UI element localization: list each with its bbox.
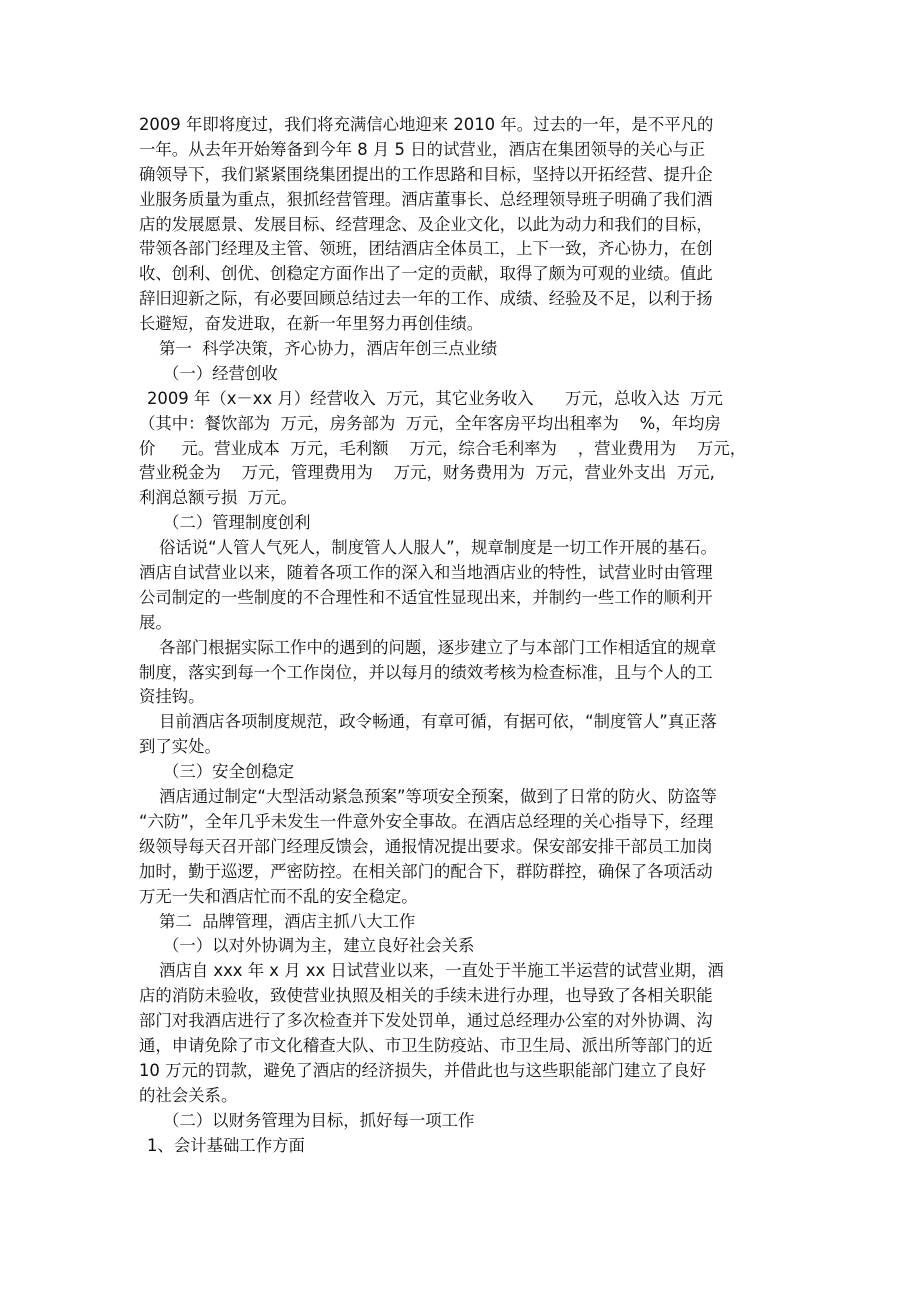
- text-line: “六防”，全年几乎未发生一件意外安全事故。在酒店总经理的关心指导下，经理: [139, 811, 714, 831]
- text-line: 目前酒店各项制度规范，政令畅通，有章可循，有据可依，“制度管人”真正落: [159, 712, 717, 732]
- text-line: 带领各部门经理及主管、领班，团结酒店全体员工，上下一致，齐心协力，在创: [139, 239, 713, 259]
- text-line: 收、创利、创优、创稳定方面作出了一定的贡献，取得了颇为可观的业绩。值此: [139, 264, 713, 284]
- text-line: 一年。从去年开始筹备到今年 8 月 5 日的试营业，酒店在集团领导的关心与正: [139, 139, 706, 159]
- text-line: （其中：餐饮部为 万元，房务部为 万元，全年客房平均出租率为 %，年均房: [139, 413, 721, 433]
- text-line: 1、会计基础工作方面: [147, 1135, 305, 1155]
- text-line: 业服务质量为重点，狠抓经营管理。酒店董事长、总经理领导班子明确了我们酒: [139, 189, 713, 209]
- text-line: 到了实处。: [139, 737, 221, 757]
- text-line: 资挂钩。: [139, 687, 205, 707]
- text-line: 部门对我酒店进行了多次检查并下发处罚单，通过总经理办公室的对外协调、沟: [139, 1011, 713, 1031]
- text-line: 酒店自试营业以来，随着各项工作的深入和当地酒店业的特性，试营业时由管理: [139, 563, 713, 583]
- document-body: [139, 113, 799, 1158]
- text-line: 公司制定的一些制度的不合理性和不适宜性显现出来，并制约一些工作的顺利开: [139, 587, 713, 607]
- text-line: 营业税金为 万元，管理费用为 万元，财务费用为 万元，营业外支出 万元,: [139, 463, 715, 483]
- text-line: 通，申请免除了市文化稽查大队、市卫生防疫站、市卫生局、派出所等部门的近: [139, 1035, 713, 1055]
- text-line: 利润总额亏损 万元。: [139, 488, 297, 508]
- text-line: （一）以对外协调为主，建立良好社会关系: [163, 936, 475, 956]
- text-line: 万无一失和酒店忙而不乱的安全稳定。: [139, 886, 418, 906]
- text-line: （一）经营创收: [163, 363, 278, 383]
- text-line: （二）管理制度创利: [163, 513, 311, 533]
- text-line: 第二 品牌管理，酒店主抓八大工作: [159, 911, 416, 931]
- text-line: 店的消防未验收，致使营业执照及相关的手续未进行办理，也导致了各相关职能: [139, 986, 713, 1006]
- text-line: 2009 年（x－xx 月）经营收入 万元，其它业务收入 万元，总收入达 万元: [147, 388, 723, 408]
- text-line: 级领导每天召开部门经理反馈会，通报情况提出要求。保安部安排干部员工加岗: [139, 836, 713, 856]
- text-line: 2009 年即将度过，我们将充满信心地迎来 2010 年。过去的一年，是不平凡的: [139, 115, 714, 134]
- text-line: 酒店自 xxx 年 x 月 xx 日试营业以来，一直处于半施工半运营的试营业期，酒: [159, 961, 724, 981]
- text-line: 10 万元的罚款，避免了酒店的经济损失，并借此也与这些职能部门建立了良好: [139, 1060, 706, 1080]
- text-line: 确领导下，我们紧紧围绕集团提出的工作思路和目标，坚持以开拓经营、提升企: [139, 164, 713, 184]
- text-line: （二）以财务管理为目标，抓好每一项工作: [163, 1110, 475, 1130]
- text-line: 第一 科学决策，齐心协力，酒店年创三点业绩: [159, 339, 498, 359]
- text-line: 价 元。营业成本 万元，毛利额 万元，综合毛利率为 ，营业费用为 万元，: [139, 438, 747, 458]
- text-line: 辞旧迎新之际，有必要回顾总结过去一年的工作、成绩、经验及不足，以利于扬: [139, 289, 713, 309]
- text-line: 酒店通过制定“大型活动紧急预案”等项安全预案，做到了日常的防火、防盗等: [159, 787, 717, 807]
- text-line: 长避短，奋发进取，在新一年里努力再创佳绩。: [139, 314, 484, 334]
- text-line: （三）安全创稳定: [163, 762, 295, 782]
- text-line: 加时，勤于巡逻，严密防控。在相关部门的配合下，群防群控，确保了各项活动: [139, 861, 713, 881]
- text-line: 俗话说“人管人气死人，制度管人人服人”，规章制度是一切工作开展的基石。: [159, 538, 717, 558]
- text-line: 的社会关系。: [139, 1085, 238, 1105]
- text-line: 展。: [139, 612, 172, 632]
- text-line: 店的发展愿景、发展目标、经营理念、及企业文化，以此为动力和我们的目标，: [139, 214, 713, 234]
- text-line: 制度，落实到每一个工作岗位，并以每月的绩效考核为检查标准，且与个人的工: [139, 662, 713, 682]
- text-line: 各部门根据实际工作中的遇到的问题，逐步建立了与本部门工作相适宜的规章: [159, 637, 717, 657]
